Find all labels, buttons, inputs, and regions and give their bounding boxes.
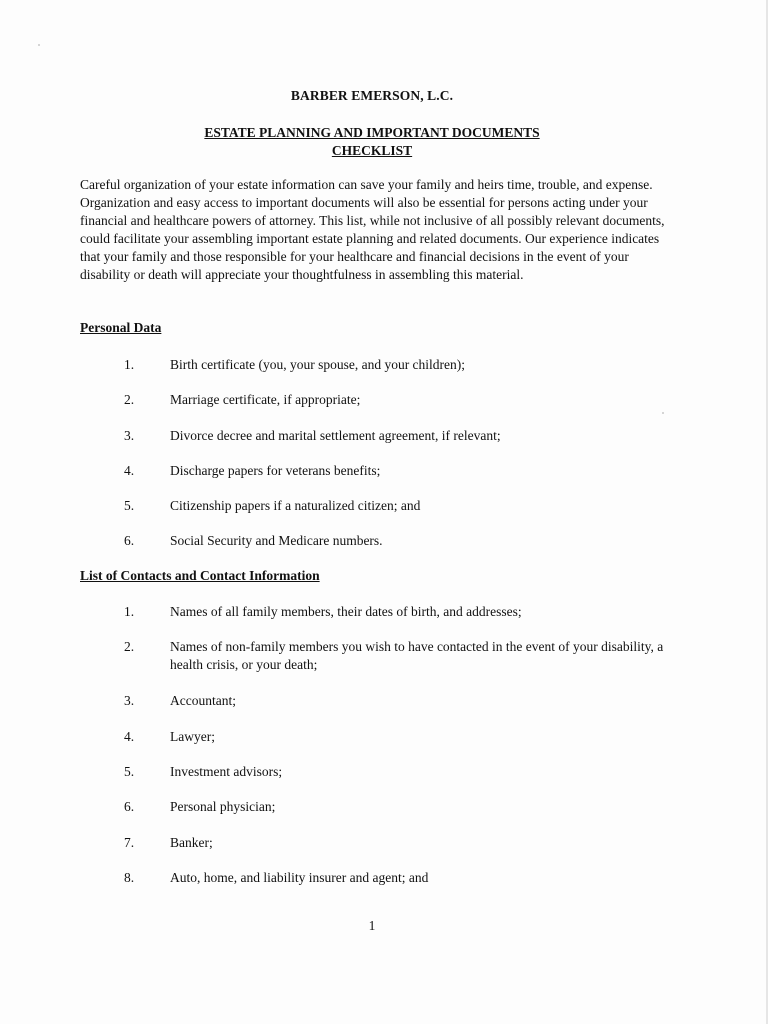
list-item-number: 4.: [124, 729, 135, 744]
firm-name: BARBER EMERSON, L.C.: [290, 88, 454, 103]
list-item-number: 2.: [124, 639, 135, 654]
list-item-text: Birth certificate (you, your spouse, and your children);: [170, 357, 466, 372]
scan-speck: [38, 44, 40, 46]
list-item-text: Lawyer;: [170, 729, 215, 744]
list-item-number: 5.: [124, 498, 135, 513]
list-item-number: 5.: [124, 764, 135, 779]
list-item-number: 7.: [124, 835, 135, 850]
intro-paragraph: Careful organization of your estate information can save your family and heirs time, trouble, and expense. Organization and easy access to important documents will also be essential for persons acting under your financial and healthcare powers of attorney. This list, while not inclusive of all possibly relevant documents, could facilitate your assembling important estate planning and related documents. Our experience indicates that your family and those responsible for your healthcare and financial decisions in the event of your disability or death will appreciate your thoughtfulness in assembling this material.: [80, 177, 665, 282]
document-title: [0, 124, 744, 160]
list-item-text: Investment advisors;: [170, 764, 283, 779]
list-item-number: 2.: [124, 392, 135, 407]
list-item-number: 6.: [124, 799, 135, 814]
page-number: 1: [368, 918, 376, 933]
scan-speck: [662, 412, 664, 414]
document-title-line-2: CHECKLIST: [331, 143, 413, 158]
list-item-text: Marriage certificate, if appropriate;: [170, 392, 361, 407]
list-item-text: Social Security and Medicare numbers.: [170, 533, 383, 548]
list-item-text: Names of non-family members you wish to have contacted in the event of your disability, a health crisis, or your death;: [170, 639, 664, 672]
list-item-number: 3.: [124, 428, 135, 443]
list-item-number: 4.: [124, 463, 135, 478]
list-item-text: Auto, home, and liability insurer and agent; and: [170, 870, 429, 885]
list-item-text: Citizenship papers if a naturalized citizen; and: [170, 498, 421, 513]
list-item-text: Accountant;: [170, 693, 236, 708]
list-item-text: Names of all family members, their dates of birth, and addresses;: [170, 604, 522, 619]
document-title-line-1: ESTATE PLANNING AND IMPORTANT DOCUMENTS: [204, 125, 540, 140]
list-item-text: Divorce decree and marital settlement agreement, if relevant;: [170, 428, 501, 443]
list-item-number: 1.: [124, 357, 135, 372]
list-item-number: 6.: [124, 533, 135, 548]
list-item-number: 8.: [124, 870, 135, 885]
list-item-text: Banker;: [170, 835, 213, 850]
section-heading-personal-data: Personal Data: [80, 320, 162, 335]
list-item-number: 3.: [124, 693, 135, 708]
list-item-text: Discharge papers for veterans benefits;: [170, 463, 381, 478]
section-heading-contacts: List of Contacts and Contact Information: [80, 568, 320, 583]
list-item-text: Personal physician;: [170, 799, 276, 814]
list-item-number: 1.: [124, 604, 135, 619]
